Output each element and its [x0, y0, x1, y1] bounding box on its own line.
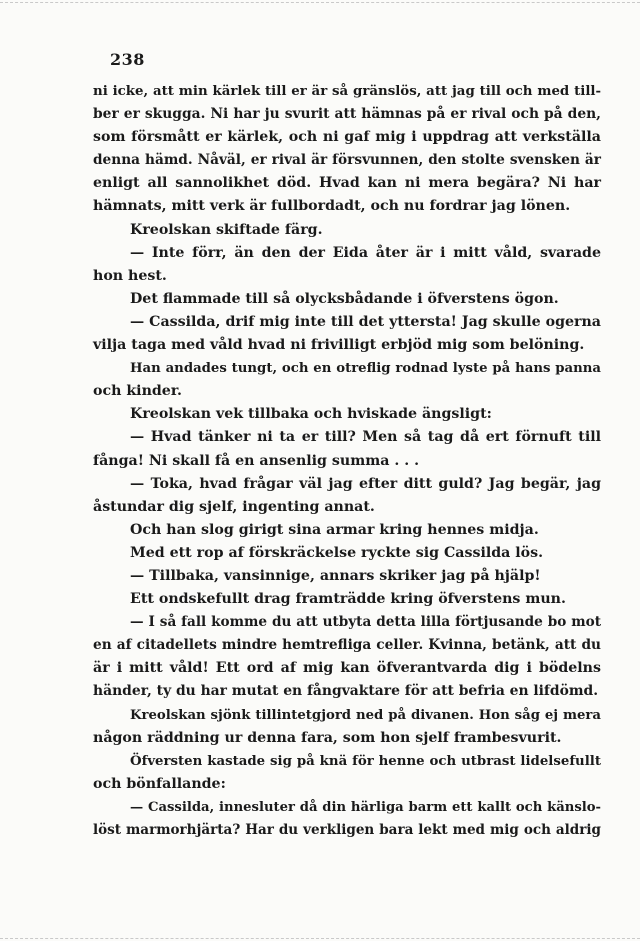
text-line: hämnats, mitt verk är fullbordadt, och nu fordrar jag lönen.: [93, 198, 571, 215]
text-line: Ett ondskefullt drag framträdde kring öfverstens mun.: [130, 591, 566, 608]
text-line: löst marmorhjärta? Har du verkligen bara lekt med mig och aldrig: [93, 822, 601, 838]
text-line: — Cassilda, innesluter då din härliga barm ett kallt och känslo-: [130, 799, 601, 815]
text-line: Kreolskan sjönk tillintetgjord ned på divanen. Hon såg ej mera: [130, 707, 601, 723]
text-line: vilja taga med våld hvad ni frivilligt erbjöd mig som belöning.: [93, 337, 585, 354]
body-text: [93, 80, 601, 842]
text-line: någon räddning ur denna fara, som hon sjelf frambesvurit.: [93, 729, 562, 746]
bottom-page-edge: [0, 938, 640, 939]
text-line: en af citadellets mindre hemtrefliga celler. Kvinna, betänk, att du: [93, 637, 601, 654]
text-line: Och han slog girigt sina armar kring hennes midja.: [130, 521, 539, 538]
text-line: som försmått er kärlek, och ni gaf mig i uppdrag att verkställa: [93, 129, 601, 146]
text-line: enligt all sannolikhet död. Hvad kan ni mera begära? Ni har: [93, 175, 601, 192]
text-line: Det flammade till så olycksbådande i öfverstens ögon.: [130, 290, 559, 307]
text-line: — Toka, hvad frågar väl jag efter ditt guld? Jag begär, jag: [130, 475, 601, 492]
text-line: Han andades tungt, och en otreflig rodnad lyste på hans panna: [130, 361, 601, 377]
text-line: denna hämd. Nåväl, er rival är försvunnen, den stolte svensken är: [93, 152, 601, 169]
text-line: är i mitt våld! Ett ord af mig kan öfverantvarda dig i bödelns: [93, 660, 601, 677]
text-line: fånga! Ni skall få en ansenlig summa . . .: [93, 452, 420, 469]
text-line: — Tillbaka, vansinnige, annars skriker jag på hjälp!: [130, 567, 541, 584]
text-line: Med ett rop af förskräckelse ryckte sig Cassilda lös.: [130, 544, 544, 561]
text-line: åstundar dig sjelf, ingenting annat.: [93, 498, 375, 515]
text-line: — Cassilda, drif mig inte till det yttersta! Jag skulle ogerna: [130, 313, 601, 330]
text-line: — Inte förr, än den der Eida åter är i mitt våld, svarade: [130, 244, 601, 261]
text-line: Kreolskan vek tillbaka och hviskade ängsligt:: [130, 406, 492, 423]
text-line: och kinder.: [93, 383, 182, 400]
text-line: hon hest.: [93, 267, 167, 284]
text-line: — I så fall komme du att utbyta detta lilla förtjusande bo mot: [130, 614, 601, 631]
text-line: händer, ty du har mutat en fångvaktare för att befria en lifdömd.: [93, 683, 599, 700]
top-page-edge: [0, 2, 640, 3]
text-line: Öfversten kastade sig på knä för henne och utbrast lidelsefullt: [130, 752, 601, 769]
page-number: 238: [110, 50, 145, 69]
text-line: ni icke, att min kärlek till er är så gränslös, att jag till och med till-: [93, 83, 601, 99]
text-line: och bönfallande:: [93, 775, 226, 792]
text-line: Kreolskan skiftade färg.: [130, 221, 323, 238]
text-line: — Hvad tänker ni ta er till? Men så tag då ert förnuft till: [130, 429, 601, 446]
text-line: ber er skugga. Ni har ju svurit att hämnas på er rival och på den,: [93, 106, 601, 123]
